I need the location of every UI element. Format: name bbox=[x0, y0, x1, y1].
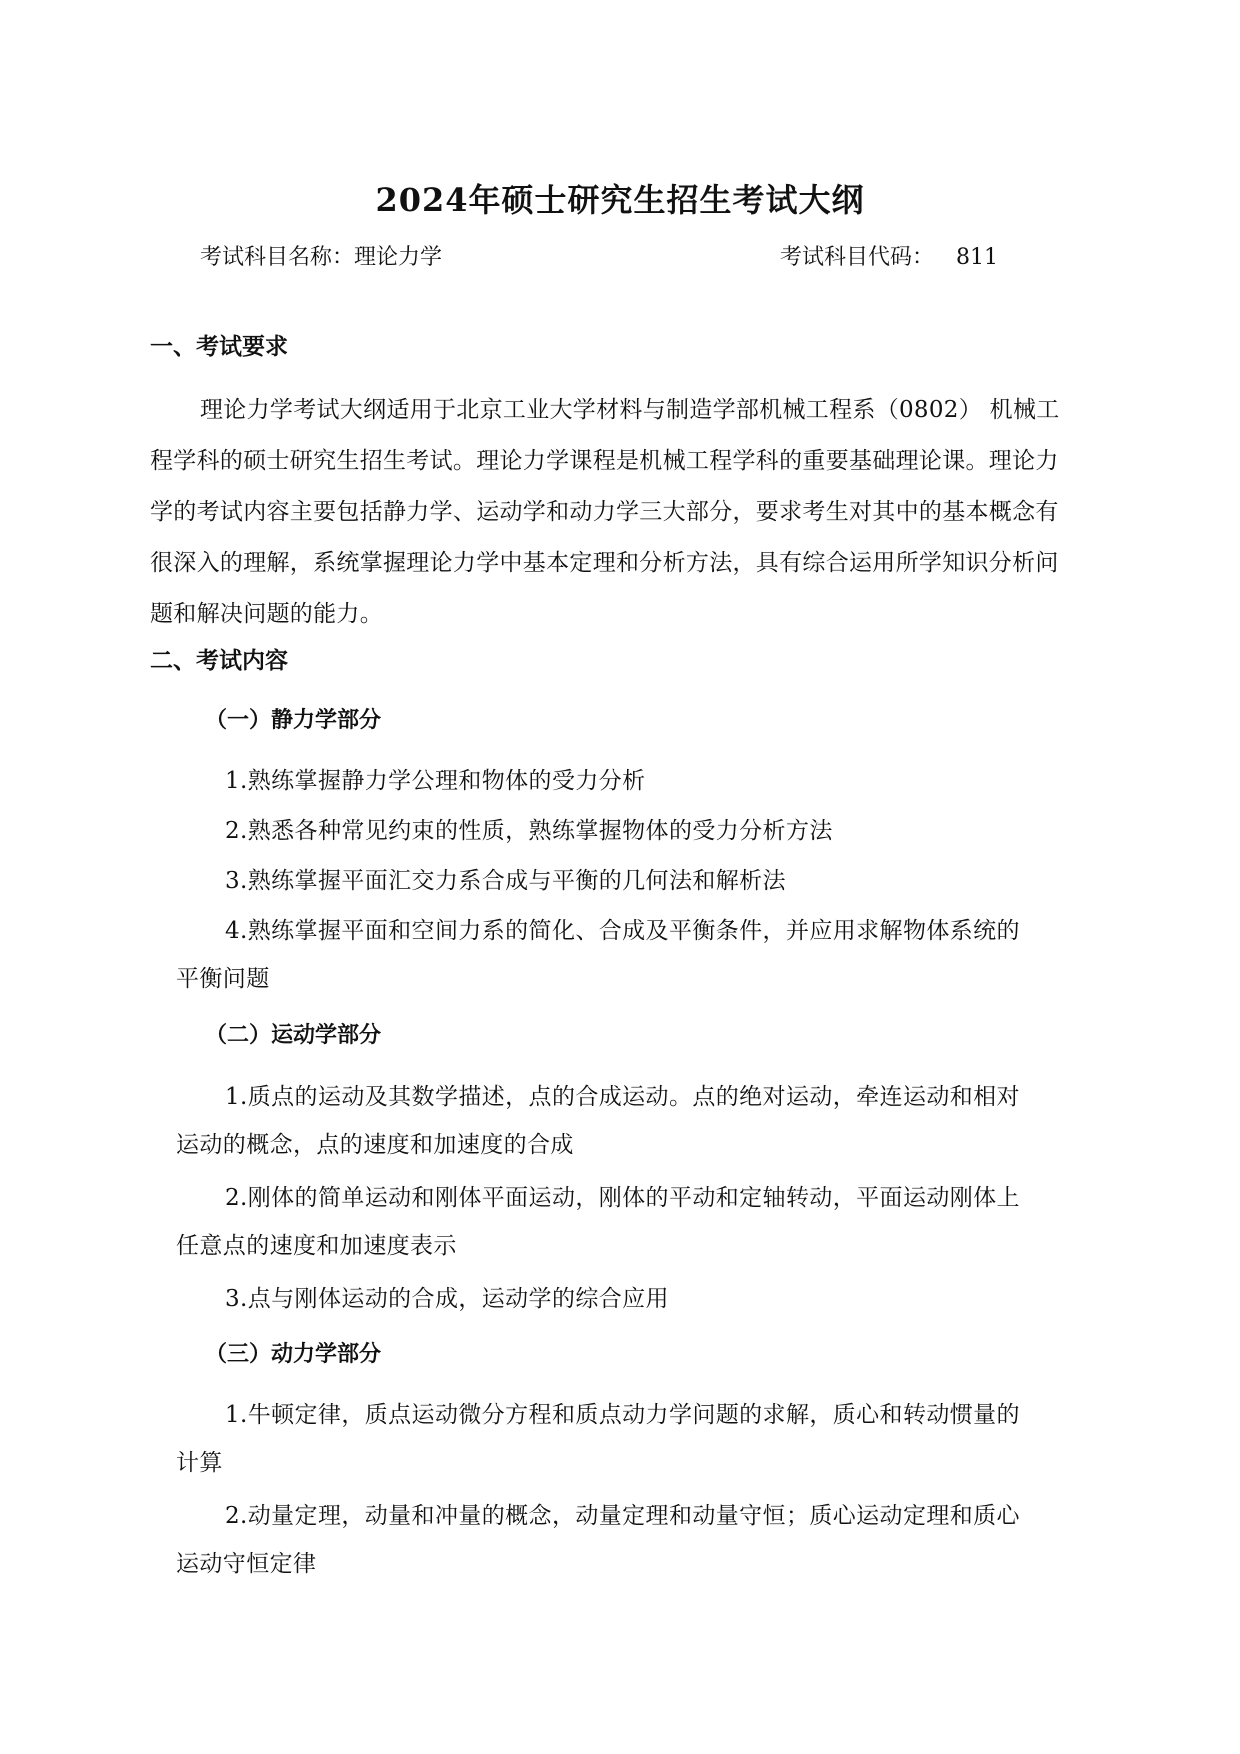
subject-code-label: 考试科目代码： bbox=[780, 245, 935, 270]
list-item: 3.点与刚体运动的合成，运动学的综合应用 bbox=[225, 1286, 669, 1312]
subject-name-value: 理论力学 bbox=[354, 245, 443, 270]
section1-body: 理论力学考试大纲适用于北京工业大学材料与制造学部机械工程系（0802） 机械工程学科的硕士研究生招生考试。理论力学课程是机械工程学科的重要基础理论课。理论力学的考试内容主要包括静力学、运动学和动力学三大部分，要求考生对其中的基本概念有很深入的理解，系统掌握理论力学中基本定理和分析方法，具有综合运用所学知识分析问题和解决问题的能力。 bbox=[150, 397, 1060, 627]
part2-heading: （二）运动学部分 bbox=[205, 1022, 382, 1048]
subject-name-label: 考试科目名称： bbox=[200, 245, 355, 270]
list-item: 运动的概念，点的速度和加速度的合成 bbox=[176, 1132, 574, 1158]
list-item: 3.熟练掌握平面汇交力系合成与平衡的几何法和解析法 bbox=[225, 868, 786, 894]
part1-heading: （一）静力学部分 bbox=[205, 707, 382, 733]
list-item: 4.熟练掌握平面和空间力系的简化、合成及平衡条件，并应用求解物体系统的 bbox=[225, 918, 1020, 944]
list-item: 运动守恒定律 bbox=[176, 1551, 317, 1577]
section1-heading: 一、考试要求 bbox=[150, 333, 288, 360]
list-item: 1.熟练掌握静力学公理和物体的受力分析 bbox=[225, 768, 646, 794]
subject-code bbox=[780, 240, 998, 271]
list-item: 1.质点的运动及其数学描述，点的合成运动。点的绝对运动，牵连运动和相对 bbox=[225, 1084, 1020, 1110]
list-item: 任意点的速度和加速度表示 bbox=[176, 1233, 457, 1259]
list-item: 1.牛顿定律，质点运动微分方程和质点动力学问题的求解，质心和转动惯量的 bbox=[225, 1402, 1020, 1428]
subject-code-value: 811 bbox=[956, 245, 999, 270]
section2-heading: 二、考试内容 bbox=[150, 647, 288, 674]
list-item: 2.动量定理，动量和冲量的概念，动量定理和动量守恒；质心运动定理和质心 bbox=[225, 1503, 1020, 1529]
list-item: 2.刚体的简单运动和刚体平面运动，刚体的平动和定轴转动，平面运动刚体上 bbox=[225, 1185, 1020, 1211]
part3-heading: （三）动力学部分 bbox=[205, 1341, 382, 1367]
page-title: 2024年硕士研究生招生考试大纲 bbox=[375, 181, 865, 219]
list-item: 计算 bbox=[176, 1450, 223, 1476]
list-item: 平衡问题 bbox=[176, 966, 270, 992]
subject-name bbox=[200, 240, 442, 271]
list-item: 2.熟悉各种常见约束的性质，熟练掌握物体的受力分析方法 bbox=[225, 818, 833, 844]
